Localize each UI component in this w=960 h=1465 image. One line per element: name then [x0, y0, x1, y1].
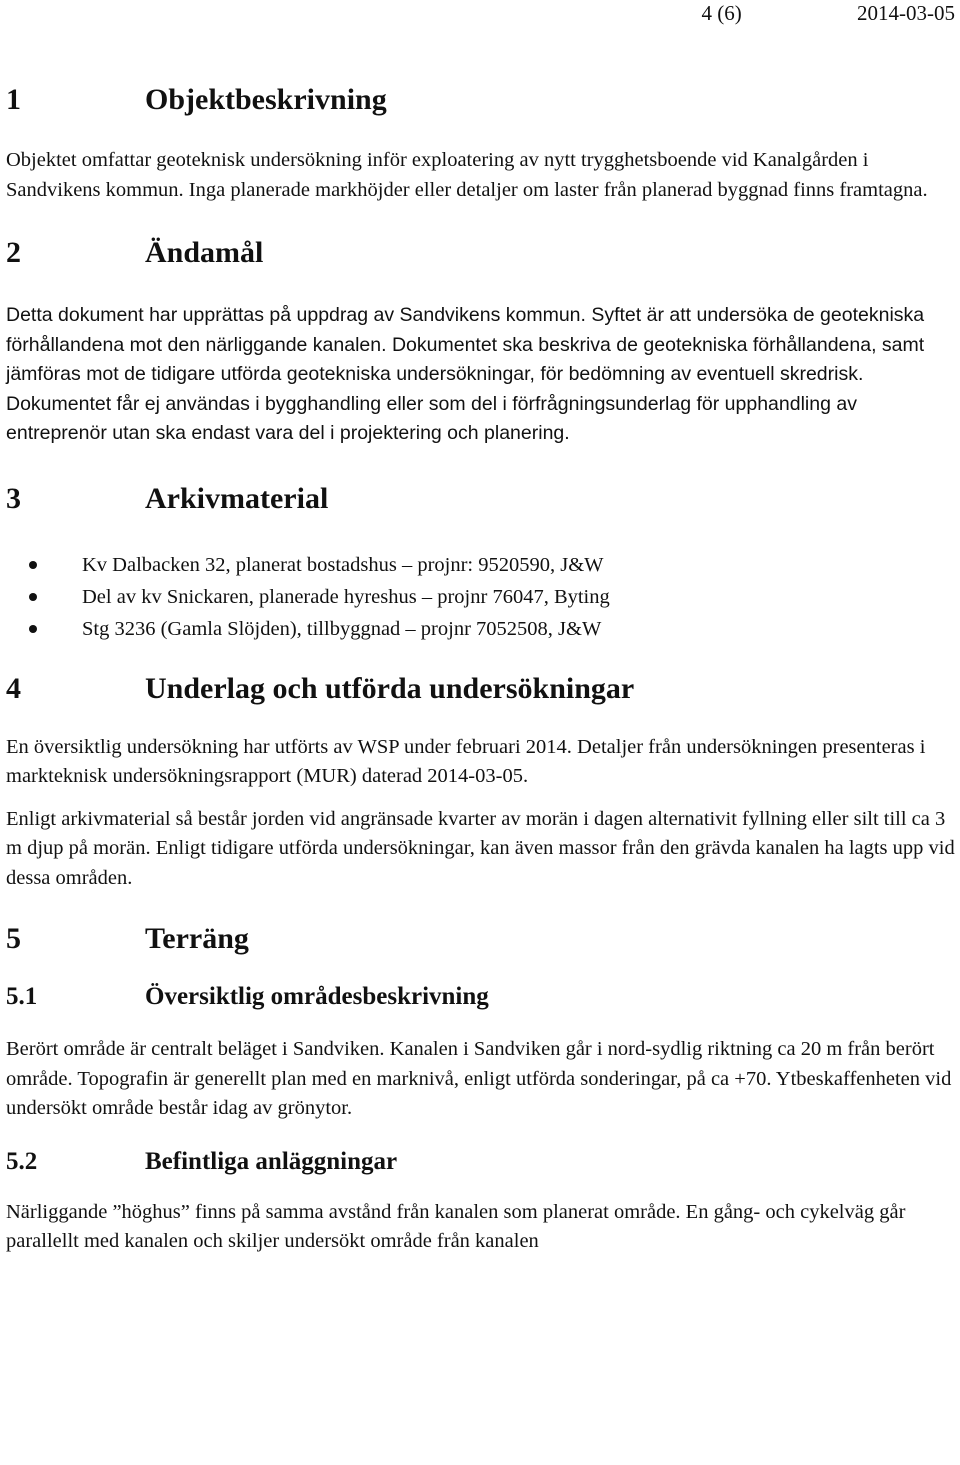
section-number: 1 — [6, 83, 21, 116]
section-4-paragraph-2: Enligt arkivmaterial så består jorden vid angränsade kvarter av morän i dagen alternativit fyllning eller silt till ca 3 m djup på morän. Enligt tidigare utförda undersökningar, kan även massor från den grävda kanalen ha lagts upp vid dessa områden. — [6, 807, 955, 889]
bullet-icon — [29, 593, 37, 601]
section-title: Terräng — [145, 922, 249, 955]
list-item — [6, 581, 956, 613]
heading-section-1 — [6, 80, 956, 120]
section-1-paragraph: Objektet omfattar geoteknisk undersökning inför exploatering av nytt trygghetsboende vid Kanalgården i Sandvikens kommun. Inga planerade markhöjder eller detaljer om laster från planerad byggnad finns framtagna. — [6, 149, 928, 201]
section-5-2-paragraph: Närliggande ”höghus” finns på samma avstånd från kanalen som planerat område. En gång- och cykelväg går parallellt med kanalen och skiljer undersökt område från kanalen — [6, 1200, 906, 1252]
section-number: 5.1 — [6, 983, 38, 1010]
section-number: 4 — [6, 671, 21, 705]
heading-section-2 — [6, 233, 956, 273]
section-title: Underlag och utförda undersökningar — [145, 671, 635, 705]
section-title: Översiktlig områdesbeskrivning — [145, 983, 489, 1010]
section-number: 5 — [6, 922, 21, 955]
document-body — [6, 80, 956, 1257]
page-number: 4 (6) — [701, 1, 742, 25]
section-title: Ändamål — [145, 236, 264, 269]
section-title: Objektbeskrivning — [145, 83, 387, 116]
heading-section-5 — [6, 919, 956, 959]
section-title: Arkivmaterial — [145, 481, 329, 515]
section-4-paragraph-1: En översiktlig undersökning har utförts av WSP under februari 2014. Detaljer från undersökningen presenteras i markteknisk undersökningsrapport (MUR) daterad 2014-03-05. — [6, 735, 926, 787]
list-item-text: Stg 3236 (Gamla Slöjden), tillbyggnad – projnr 7052508, J&W — [82, 617, 602, 640]
document-date: 2014-03-05 — [857, 1, 955, 25]
bullet-icon — [29, 561, 37, 569]
section-number: 3 — [6, 481, 21, 515]
section-title: Befintliga anläggningar — [145, 1147, 398, 1175]
list-item — [6, 613, 956, 645]
list-item — [6, 549, 956, 581]
list-item-text: Kv Dalbacken 32, planerat bostadshus – projnr: 9520590, J&W — [82, 553, 604, 576]
heading-section-3 — [6, 479, 956, 519]
section-number: 5.2 — [6, 1147, 38, 1175]
bullet-icon — [29, 625, 37, 633]
section-5-1-paragraph: Berört område är centralt beläget i Sandviken. Kanalen i Sandviken går i nord-sydlig riktning ca 20 m från berört område. Topografin är generellt plan med en marknivå, enligt utförda sonderingar, på ca +70. Ytbeskaffenheten vid undersökt område består idag av grönytor. — [6, 1038, 952, 1119]
page-header — [702, 0, 956, 26]
section-number: 2 — [6, 236, 21, 269]
list-item-text: Del av kv Snickaren, planerade hyreshus – projnr 76047, Byting — [82, 585, 610, 608]
heading-section-5-2 — [6, 1146, 956, 1178]
heading-section-5-1 — [6, 981, 956, 1013]
section-2-paragraph: Detta dokument har upprättas på uppdrag av Sandvikens kommun. Syftet är att undersöka de geotekniska förhållandena mot den närliggande kanalen. Dokumentet ska beskriva de geotekniska förhållandena, samt jämföras mot de tidigare utförda geotekniska undersökningar, för bedömning av eventuell skredrisk. Dokumentet får ej användas i bygghandling eller som del i förfrågningsunderlag för upphandling av entreprenör utan ska endast vara del i projektering och planering. — [6, 304, 925, 444]
heading-section-4 — [6, 669, 956, 709]
archive-list — [6, 549, 956, 645]
